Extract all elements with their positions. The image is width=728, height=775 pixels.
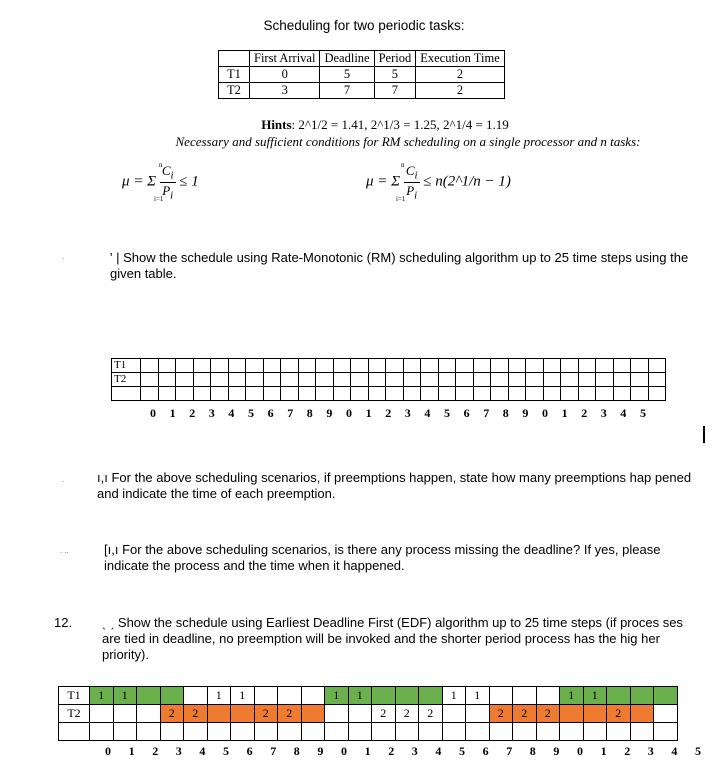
rm-grid-cell — [631, 373, 649, 387]
rm-grid-cell — [473, 373, 491, 387]
text-cursor — [703, 426, 705, 443]
time-label: 6 — [267, 406, 274, 420]
formula-fraction — [404, 163, 420, 201]
rm-grid-cell — [176, 359, 194, 373]
table-header-row — [219, 51, 505, 67]
question-marker: ˎ ˏ — [102, 615, 115, 630]
edf-time-axis — [58, 744, 708, 762]
bullet-marker: . .. — [60, 546, 69, 555]
rm-grid-cell — [316, 359, 334, 373]
time-label: 7 — [270, 744, 277, 758]
edf-grid-cell: 2 — [160, 705, 184, 723]
rm-grid-cell — [403, 387, 421, 401]
edf-grid-cell: 1 — [560, 687, 584, 705]
rm-grid-cell — [473, 387, 491, 401]
rm-grid-cell — [456, 387, 474, 401]
rm-grid-cell — [438, 373, 456, 387]
question-edf-schedule — [102, 615, 702, 663]
table-header-cell: Execution Time — [416, 51, 505, 67]
time-label: 0 — [346, 406, 352, 420]
edf-grid-cell — [160, 687, 184, 705]
rm-grid-cell — [648, 373, 666, 387]
table-cell: 7 — [374, 83, 416, 99]
rm-grid-cell — [596, 387, 614, 401]
table-cell: 5 — [320, 67, 374, 83]
edf-grid-cell — [231, 705, 255, 723]
time-label: 2 — [624, 744, 631, 758]
time-label: 4 — [435, 744, 442, 758]
edf-grid-cell — [442, 705, 466, 723]
table-header-cell: First Arrival — [250, 51, 320, 67]
rm-time-axis — [111, 406, 671, 422]
table-row — [219, 67, 505, 83]
rm-grid-row — [112, 359, 666, 373]
edf-grid-cell — [560, 723, 584, 741]
question-marker: ' | — [110, 250, 120, 265]
edf-grid-cell — [348, 705, 372, 723]
rm-grid-cell — [508, 387, 526, 401]
edf-grid-cell — [325, 705, 349, 723]
edf-grid-cell — [466, 723, 490, 741]
rm-grid-cell — [631, 387, 649, 401]
edf-grid-cell — [137, 687, 161, 705]
edf-grid-cell — [630, 705, 654, 723]
time-label: 1 — [561, 406, 568, 420]
edf-row-label: T2 — [59, 705, 90, 723]
rm-grid-cell — [473, 359, 491, 373]
rm-grid-cell — [333, 373, 351, 387]
edf-grid-cell — [278, 687, 302, 705]
utilization-formula-right — [366, 163, 511, 201]
time-label: 3 — [411, 744, 418, 758]
time-label: 5 — [640, 406, 646, 420]
sum-upper-limit: n — [159, 161, 163, 169]
table-cell: T2 — [219, 83, 250, 99]
rm-grid-cell — [333, 359, 351, 373]
time-label: 7 — [506, 744, 513, 758]
question-text: For the above scheduling scenarios, is there any process missing the deadline? If yes, please indicate the process and the time when it happened. — [104, 542, 661, 573]
edf-grid-cell: 2 — [513, 705, 537, 723]
rm-grid-cell — [228, 359, 246, 373]
time-label: 8 — [502, 406, 509, 420]
edf-grid-cell — [184, 723, 208, 741]
table-row — [219, 83, 505, 99]
table-cell: 2 — [416, 67, 505, 83]
edf-grid-cell — [654, 723, 678, 741]
rm-grid-cell — [578, 359, 596, 373]
edf-grid-cell — [630, 687, 654, 705]
question-marker: ı,ı — [97, 470, 108, 485]
edf-grid-cell — [395, 687, 419, 705]
rm-grid-cell — [176, 373, 194, 387]
rm-grid-cell — [211, 359, 229, 373]
edf-grid-cell — [372, 687, 396, 705]
edf-grid-row — [59, 705, 678, 723]
rm-grid-cell — [158, 373, 176, 387]
edf-grid-cell — [583, 723, 607, 741]
rm-grid-cell — [561, 359, 579, 373]
rm-grid-cell — [351, 373, 369, 387]
rm-grid-cell — [316, 387, 334, 401]
rm-grid-cell — [561, 373, 579, 387]
time-label: 9 — [522, 406, 529, 420]
edf-grid-cell — [395, 723, 419, 741]
edf-grid-cell — [207, 723, 231, 741]
rm-grid-cell — [543, 387, 561, 401]
rm-grid-cell — [298, 373, 316, 387]
rm-grid-cell — [158, 359, 176, 373]
hints-text: : 2^1/2 = 1.41, 2^1/3 = 1.25, 2^1/4 = 1.19 — [291, 117, 509, 132]
rm-grid-cell — [141, 373, 159, 387]
rm-grid-cell — [316, 373, 334, 387]
rm-grid-cell — [526, 359, 544, 373]
time-label: 3 — [647, 744, 654, 758]
edf-grid-cell — [184, 687, 208, 705]
time-label: 0 — [577, 744, 583, 758]
rm-grid-cell — [421, 373, 439, 387]
table-cell: 0 — [250, 67, 320, 83]
time-label: 1 — [365, 406, 372, 420]
edf-grid-cell — [254, 687, 278, 705]
rm-grid-cell — [438, 387, 456, 401]
table-header-cell: Period — [374, 51, 416, 67]
rm-grid-cell — [491, 387, 509, 401]
rm-grid-cell — [263, 387, 281, 401]
edf-grid-cell — [489, 687, 513, 705]
edf-grid-cell: 1 — [231, 687, 255, 705]
hints-line — [0, 117, 728, 133]
time-label: 3 — [208, 406, 215, 420]
edf-grid-cell — [231, 723, 255, 741]
time-label: 2 — [581, 406, 588, 420]
time-label: 5 — [459, 744, 465, 758]
time-label: 0 — [105, 744, 111, 758]
rm-grid-cell — [508, 373, 526, 387]
time-label: 5 — [248, 406, 254, 420]
rm-row-label — [112, 387, 141, 401]
edf-grid-cell — [630, 723, 654, 741]
rm-grid-cell — [613, 359, 631, 373]
time-label: 1 — [128, 744, 135, 758]
edf-grid-cell: 2 — [419, 705, 443, 723]
edf-grid-cell — [536, 723, 560, 741]
edf-grid-cell — [607, 687, 631, 705]
edf-grid-cell: 1 — [113, 687, 137, 705]
question-rm-schedule — [110, 250, 700, 282]
question-number: 12. — [54, 615, 73, 630]
rm-grid-cell — [298, 387, 316, 401]
time-label: 7 — [287, 406, 294, 420]
rm-grid-cell — [596, 359, 614, 373]
edf-grid-cell — [348, 723, 372, 741]
sum-upper-limit: n — [401, 161, 405, 169]
rm-grid-cell — [158, 387, 176, 401]
question-marker: [ı,ı — [104, 542, 119, 557]
rm-grid-cell — [176, 387, 194, 401]
edf-grid-cell: 2 — [278, 705, 302, 723]
rm-grid-cell — [228, 387, 246, 401]
edf-schedule-grid — [58, 686, 678, 741]
rm-grid-cell — [193, 387, 211, 401]
rm-grid-cell — [351, 387, 369, 401]
edf-grid-cell — [419, 687, 443, 705]
time-label: 8 — [529, 744, 536, 758]
time-label: 1 — [364, 744, 371, 758]
edf-grid-cell: 1 — [348, 687, 372, 705]
rm-grid-cell — [631, 359, 649, 373]
edf-grid-cell — [466, 705, 490, 723]
edf-grid-cell: 1 — [583, 687, 607, 705]
time-label: 4 — [228, 406, 235, 420]
time-label: 1 — [169, 406, 176, 420]
edf-grid-cell: 1 — [90, 687, 114, 705]
table-cell: 5 — [374, 67, 416, 83]
time-label: 2 — [189, 406, 196, 420]
question-text: For the above scheduling scenarios, if preemptions happen, state how many preemptions hap pened and indicate the time of each preemption. — [97, 470, 692, 501]
rm-grid-cell — [561, 387, 579, 401]
edf-row-label: T1 — [59, 687, 90, 705]
time-label: 9 — [317, 744, 324, 758]
edf-grid-cell — [113, 723, 137, 741]
question-text: Show the schedule using Earliest Deadline First (EDF) algorithm up to 25 time steps (if proces ses are tied in deadline, no preemption will be invoked and the shorter period process has the hig her priority). — [102, 615, 683, 662]
time-label: 6 — [482, 744, 489, 758]
edf-grid-cell — [654, 687, 678, 705]
rm-grid-cell — [386, 387, 404, 401]
formula-denominator-sub: i — [170, 189, 174, 202]
formula-numerator-sub: i — [414, 169, 418, 182]
edf-grid-cell: 2 — [489, 705, 513, 723]
table-cell: 7 — [320, 83, 374, 99]
time-label: 8 — [306, 406, 313, 420]
edf-grid-cell: 2 — [607, 705, 631, 723]
edf-grid-cell — [325, 723, 349, 741]
edf-grid-cell — [560, 705, 584, 723]
formula-numerator: C — [161, 163, 171, 178]
time-label: 6 — [246, 744, 253, 758]
rm-grid-cell — [491, 359, 509, 373]
edf-grid-cell: 2 — [254, 705, 278, 723]
edf-grid-cell — [583, 705, 607, 723]
formula-denominator: P — [406, 182, 415, 198]
rm-row-label: T2 — [112, 373, 141, 387]
edf-grid-cell — [654, 705, 678, 723]
rm-grid-cell — [543, 359, 561, 373]
rm-grid-cell — [456, 373, 474, 387]
rm-grid-cell — [246, 373, 264, 387]
rm-grid-row — [112, 373, 666, 387]
rm-grid-cell — [526, 387, 544, 401]
rm-grid-cell — [193, 373, 211, 387]
time-label: 5 — [223, 744, 229, 758]
edf-grid-cell — [90, 705, 114, 723]
rm-grid-cell — [403, 373, 421, 387]
edf-grid-cell — [607, 723, 631, 741]
time-label: 2 — [385, 406, 392, 420]
rm-grid-cell — [438, 359, 456, 373]
table-cell: T1 — [219, 67, 250, 83]
rm-grid-cell — [368, 359, 386, 373]
sum-lower-limit: i=1 — [154, 195, 164, 203]
edf-grid-cell — [254, 723, 278, 741]
time-label: 0 — [341, 744, 347, 758]
edf-grid-cell: 2 — [395, 705, 419, 723]
table-cell: 3 — [250, 83, 320, 99]
rm-grid-cell — [403, 359, 421, 373]
rm-grid-cell — [246, 359, 264, 373]
formula-lhs: μ = Σ — [122, 173, 157, 190]
question-text: Show the schedule using Rate-Monotonic (RM) scheduling algorithm up to 25 time steps using the given table. — [110, 250, 689, 281]
table-cell: 2 — [416, 83, 505, 99]
rm-grid-cell — [543, 373, 561, 387]
edf-grid-cell: 2 — [184, 705, 208, 723]
rm-grid-row — [112, 387, 666, 401]
rm-conditions-text: Necessary and sufficient conditions for RM scheduling on a single processor and n tasks: — [175, 134, 641, 149]
edf-grid-cell — [301, 723, 325, 741]
rm-grid-cell — [386, 373, 404, 387]
time-label: 9 — [553, 744, 560, 758]
rm-grid-cell — [211, 387, 229, 401]
rm-grid-cell — [648, 359, 666, 373]
rm-grid-cell — [281, 359, 299, 373]
rm-grid-cell — [613, 373, 631, 387]
time-label: 0 — [542, 406, 548, 420]
formula-numerator-sub: i — [170, 169, 174, 182]
edf-grid-cell: 1 — [325, 687, 349, 705]
time-label: 1 — [600, 744, 607, 758]
formula-lhs: μ = Σ — [366, 173, 401, 190]
question-deadline-miss — [104, 542, 704, 574]
edf-grid-cell — [278, 723, 302, 741]
time-label: 6 — [463, 406, 470, 420]
time-label: 4 — [671, 744, 678, 758]
rm-grid-cell — [421, 387, 439, 401]
rm-grid-cell — [193, 359, 211, 373]
rm-grid-cell — [281, 387, 299, 401]
question-preemptions — [97, 470, 703, 502]
edf-grid-cell — [372, 723, 396, 741]
rm-grid-cell — [263, 359, 281, 373]
edf-row-label — [59, 723, 90, 741]
time-label: 4 — [199, 744, 206, 758]
rm-grid-cell — [648, 387, 666, 401]
edf-grid-cell — [513, 687, 537, 705]
edf-grid-cell — [489, 723, 513, 741]
edf-grid-cell — [301, 687, 325, 705]
rm-grid-cell — [368, 373, 386, 387]
formula-denominator-sub: i — [414, 189, 418, 202]
time-label: 2 — [388, 744, 395, 758]
time-label: 8 — [293, 744, 300, 758]
rm-grid-cell — [228, 373, 246, 387]
rm-grid-cell — [526, 373, 544, 387]
edf-grid-cell — [513, 723, 537, 741]
edf-grid-cell: 1 — [466, 687, 490, 705]
edf-grid-cell — [207, 705, 231, 723]
edf-grid-row — [59, 723, 678, 741]
rm-grid-cell — [578, 387, 596, 401]
edf-grid-cell — [419, 723, 443, 741]
time-label: 3 — [404, 406, 411, 420]
bullet-marker: . — [62, 475, 65, 484]
edf-grid-cell: 1 — [207, 687, 231, 705]
time-label: 4 — [620, 406, 627, 420]
rm-row-label: T1 — [112, 359, 141, 373]
formula-rhs: ≤ n(2^1/n − 1) — [423, 173, 511, 190]
time-label: 5 — [695, 744, 701, 758]
edf-grid-cell — [137, 723, 161, 741]
edf-grid-cell: 1 — [442, 687, 466, 705]
edf-grid-cell — [160, 723, 184, 741]
edf-grid-cell — [301, 705, 325, 723]
rm-grid-cell — [333, 387, 351, 401]
edf-grid-cell — [90, 723, 114, 741]
sum-lower-limit: i=1 — [396, 195, 406, 203]
edf-grid-cell: 2 — [372, 705, 396, 723]
edf-grid-cell — [442, 723, 466, 741]
rm-grid-cell — [141, 387, 159, 401]
time-label: 2 — [152, 744, 159, 758]
edf-grid-cell — [536, 687, 560, 705]
rm-grid-cell — [596, 373, 614, 387]
rm-grid-cell — [613, 387, 631, 401]
time-label: 7 — [483, 406, 490, 420]
rm-grid-cell — [578, 373, 596, 387]
rm-grid-cell — [368, 387, 386, 401]
time-label: 4 — [424, 406, 431, 420]
rm-grid-cell — [246, 387, 264, 401]
rm-grid-cell — [298, 359, 316, 373]
page-title: Scheduling for two periodic tasks: — [263, 18, 465, 33]
edf-grid-cell — [113, 705, 137, 723]
rm-grid-cell — [456, 359, 474, 373]
rm-grid-cell — [281, 373, 299, 387]
time-label: 3 — [600, 406, 607, 420]
rm-schedule-grid — [111, 358, 666, 401]
bullet-marker: . — [62, 252, 65, 261]
rm-grid-cell — [421, 359, 439, 373]
rm-grid-cell — [491, 373, 509, 387]
edf-grid-row — [59, 687, 678, 705]
time-label: 9 — [326, 406, 333, 420]
table-header-cell — [219, 51, 250, 67]
rm-grid-cell — [386, 359, 404, 373]
edf-grid-cell: 2 — [536, 705, 560, 723]
rm-grid-cell — [211, 373, 229, 387]
formula-denominator: P — [162, 182, 171, 198]
rm-grid-cell — [508, 359, 526, 373]
time-label: 3 — [175, 744, 182, 758]
rm-grid-cell — [351, 359, 369, 373]
time-label: 0 — [150, 406, 156, 420]
formula-rhs: ≤ 1 — [179, 173, 199, 190]
time-label: 5 — [444, 406, 450, 420]
table-header-cell: Deadline — [320, 51, 374, 67]
formula-numerator: C — [405, 163, 415, 178]
task-parameter-table — [218, 50, 505, 99]
rm-grid-cell — [141, 359, 159, 373]
hints-label: Hints — [261, 117, 292, 132]
rm-grid-cell — [263, 373, 281, 387]
edf-grid-cell — [137, 705, 161, 723]
